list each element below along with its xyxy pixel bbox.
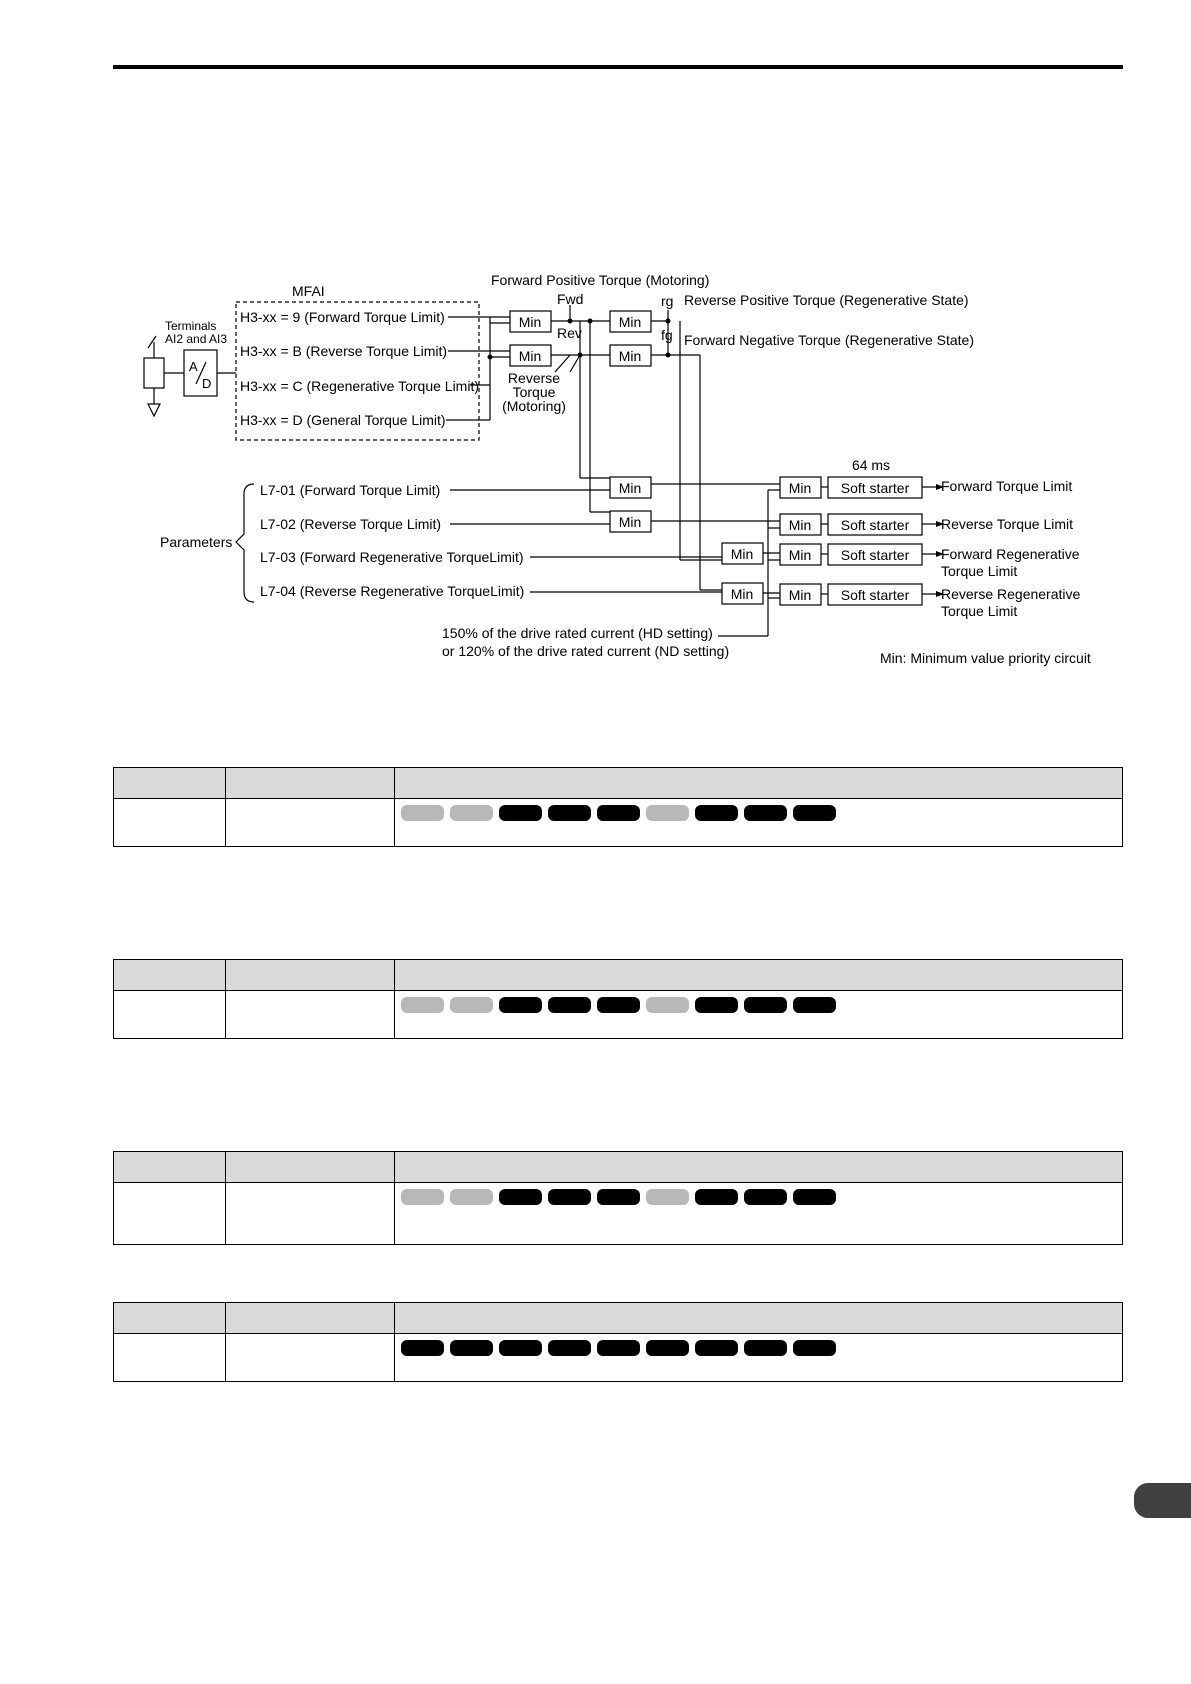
- access-pill: [744, 997, 787, 1013]
- fwd-negative-label: Forward Negative Torque (Regenerative State): [684, 332, 975, 348]
- chapter-tab: [1134, 1483, 1191, 1518]
- current-note-nd: or 120% of the drive rated current (ND setting): [442, 643, 730, 659]
- access-level-pills: [395, 991, 1122, 1013]
- access-pill: [695, 1189, 738, 1205]
- access-level-pills: [395, 1334, 1122, 1356]
- access-pill: [793, 1340, 836, 1356]
- soft-starter-label: Soft starter: [840, 547, 910, 563]
- access-pill: [744, 1340, 787, 1356]
- rg-label: rg: [661, 293, 674, 309]
- access-pill: [499, 997, 542, 1013]
- fwd-label: Fwd: [557, 291, 584, 307]
- terminals-ai-label: AI2 and AI3: [165, 332, 228, 346]
- h3-regen-label: H3-xx = C (Regenerative Torque Limit): [240, 378, 480, 394]
- access-pill: [646, 805, 689, 821]
- l7-03-label: L7-03 (Forward Regenerative TorqueLimit): [260, 549, 524, 565]
- fwd-positive-label: Forward Positive Torque (Motoring): [491, 272, 710, 288]
- output-torque-limit: Torque Limit: [941, 563, 1018, 579]
- min-box-label: Min: [788, 587, 812, 603]
- min-box-label: Min: [788, 517, 812, 533]
- l7-01-label: L7-01 (Forward Torque Limit): [260, 482, 441, 498]
- min-box-label: Min: [730, 586, 754, 602]
- access-pill: [499, 1189, 542, 1205]
- access-pill: [793, 1189, 836, 1205]
- access-level-pills: [395, 799, 1122, 821]
- access-pill: [695, 805, 738, 821]
- fg-label: fg: [661, 327, 673, 343]
- min-box-label: Min: [788, 480, 812, 496]
- h3-forward-label: H3-xx = 9 (Forward Torque Limit): [240, 309, 445, 325]
- parameter-table: [113, 1151, 1123, 1245]
- ad-a-label: A: [189, 359, 198, 374]
- output-forward-torque-limit: Forward Torque Limit: [941, 478, 1073, 494]
- rev-positive-label: Reverse Positive Torque (Regenerative State): [684, 292, 969, 308]
- l7-04-label: L7-04 (Reverse Regenerative TorqueLimit): [260, 583, 525, 599]
- mfai-label: MFAI: [292, 283, 325, 299]
- min-legend: Min: Minimum value priority circuit: [880, 650, 1091, 666]
- reverse-torque-label-3: (Motoring): [502, 398, 566, 414]
- min-box-label: Min: [518, 348, 542, 364]
- access-pill: [597, 1189, 640, 1205]
- min-box-label: Min: [618, 514, 642, 530]
- access-pill: [548, 1340, 591, 1356]
- access-pill: [548, 997, 591, 1013]
- parameters-label: Parameters: [160, 534, 233, 550]
- access-pill: [646, 997, 689, 1013]
- min-box-label: Min: [518, 314, 542, 330]
- reverse-torque-label-1: Reverse: [507, 370, 561, 386]
- parameter-table: [113, 767, 1123, 847]
- access-pill: [401, 1340, 444, 1356]
- h3-general-label: H3-xx = D (General Torque Limit): [240, 412, 446, 428]
- reverse-torque-label-2: Torque: [512, 384, 556, 400]
- parameter-table: [113, 959, 1123, 1039]
- access-pill: [548, 805, 591, 821]
- current-note-hd: 150% of the drive rated current (HD setting): [442, 625, 713, 641]
- output-reverse-torque-limit: Reverse Torque Limit: [941, 516, 1074, 532]
- access-pill: [450, 1340, 493, 1356]
- access-pill: [793, 805, 836, 821]
- access-pill: [450, 1189, 493, 1205]
- access-pill: [646, 1340, 689, 1356]
- access-pill: [597, 805, 640, 821]
- h3-reverse-label: H3-xx = B (Reverse Torque Limit): [240, 343, 448, 359]
- l7-02-label: L7-02 (Reverse Torque Limit): [260, 516, 442, 532]
- access-pill: [401, 805, 444, 821]
- access-level-pills: [395, 1183, 1122, 1205]
- access-pill: [401, 997, 444, 1013]
- min-box-label: Min: [618, 314, 642, 330]
- access-pill: [695, 1340, 738, 1356]
- soft-starter-label: Soft starter: [840, 587, 910, 603]
- soft-starter-label: Soft starter: [840, 517, 910, 533]
- access-pill: [450, 805, 493, 821]
- access-pill: [597, 997, 640, 1013]
- soft-starter-label: Soft starter: [840, 480, 910, 496]
- terminals-label: Terminals: [165, 319, 217, 333]
- min-box-label: Min: [618, 348, 642, 364]
- access-pill: [695, 997, 738, 1013]
- delay-label: 64 ms: [851, 457, 891, 473]
- ad-d-label: D: [202, 376, 212, 391]
- access-pill: [744, 805, 787, 821]
- access-pill: [646, 1189, 689, 1205]
- access-pill: [450, 997, 493, 1013]
- output-reverse-regenerative: Reverse Regenerative: [941, 586, 1081, 602]
- access-pill: [499, 805, 542, 821]
- output-torque-limit: Torque Limit: [941, 603, 1018, 619]
- min-box-label: Min: [618, 480, 642, 496]
- min-box-label: Min: [730, 546, 754, 562]
- access-pill: [401, 1189, 444, 1205]
- rev-label: Rev: [557, 325, 582, 341]
- access-pill: [597, 1340, 640, 1356]
- torque-limit-block-diagram: [0, 0, 1191, 700]
- min-box-label: Min: [788, 547, 812, 563]
- output-forward-regenerative: Forward Regenerative: [941, 546, 1080, 562]
- access-pill: [499, 1340, 542, 1356]
- access-pill: [793, 997, 836, 1013]
- access-pill: [744, 1189, 787, 1205]
- parameter-table: [113, 1302, 1123, 1382]
- access-pill: [548, 1189, 591, 1205]
